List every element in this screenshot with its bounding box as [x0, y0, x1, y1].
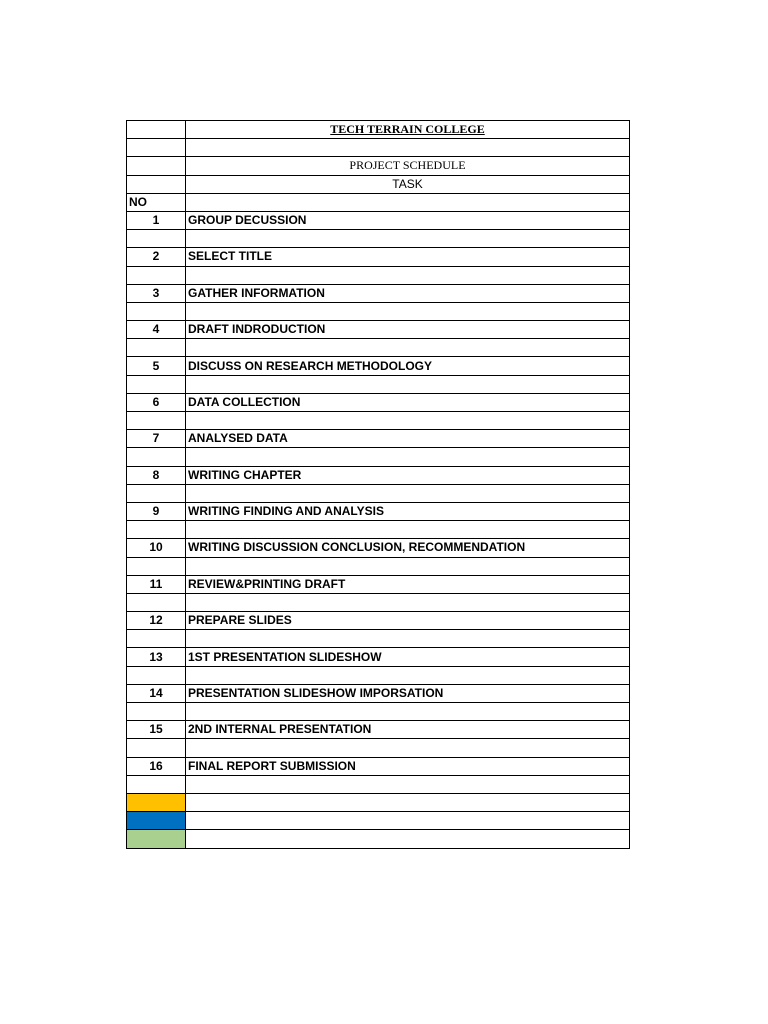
- legend-color-swatch: [127, 830, 186, 848]
- table-row: [127, 430, 630, 448]
- task-number: 4: [127, 321, 186, 339]
- task-name: PREPARE SLIDES: [186, 612, 630, 630]
- blank-row: [127, 630, 630, 648]
- task-number: 12: [127, 612, 186, 630]
- blank-row: [127, 775, 630, 793]
- task-number: 16: [127, 757, 186, 775]
- table-row: [127, 575, 630, 593]
- table-row: [127, 393, 630, 411]
- task-name: FINAL REPORT SUBMISSION: [186, 757, 630, 775]
- table-row: [127, 502, 630, 520]
- task-number: 9: [127, 502, 186, 520]
- table-row: [127, 211, 630, 229]
- task-name: GROUP DECUSSION: [186, 211, 630, 229]
- no-heading: NO: [127, 193, 186, 211]
- task-name: DATA COLLECTION: [186, 393, 630, 411]
- blank-row: [127, 557, 630, 575]
- task-number: 1: [127, 211, 186, 229]
- table-row: [127, 321, 630, 339]
- task-number: 6: [127, 393, 186, 411]
- blank-row: [127, 739, 630, 757]
- blank-row: [127, 302, 630, 320]
- blank-row: [127, 593, 630, 611]
- task-heading: TASK: [186, 175, 630, 193]
- task-name: WRITING DISCUSSION CONCLUSION, RECOMMENDATION: [186, 539, 630, 557]
- table-row: [127, 539, 630, 557]
- table-row: [127, 684, 630, 702]
- schedule-title: PROJECT SCHEDULE: [186, 157, 630, 175]
- blank-row: [127, 412, 630, 430]
- legend-color-swatch: [127, 793, 186, 811]
- task-name: ANALYSED DATA: [186, 430, 630, 448]
- task-number: 10: [127, 539, 186, 557]
- project-schedule-table: [126, 120, 630, 849]
- blank-row: [127, 230, 630, 248]
- legend-row: [127, 830, 630, 848]
- blank-row: [127, 703, 630, 721]
- table-row: [127, 466, 630, 484]
- task-number: 8: [127, 466, 186, 484]
- blank-row: [127, 521, 630, 539]
- task-name: 2ND INTERNAL PRESENTATION: [186, 721, 630, 739]
- legend-row: [127, 812, 630, 830]
- table-row: [127, 357, 630, 375]
- legend-row: [127, 793, 630, 811]
- college-title: TECH TERRAIN COLLEGE: [186, 121, 630, 139]
- task-name: WRITING CHAPTER: [186, 466, 630, 484]
- blank-row: [127, 484, 630, 502]
- task-number: 11: [127, 575, 186, 593]
- blank-row: [127, 375, 630, 393]
- task-name: GATHER INFORMATION: [186, 284, 630, 302]
- blank-row: [127, 139, 630, 157]
- blank-row: [127, 448, 630, 466]
- legend-label: [186, 793, 630, 811]
- blank-row: [127, 266, 630, 284]
- task-name: SELECT TITLE: [186, 248, 630, 266]
- legend-label: [186, 812, 630, 830]
- header-row-college: [127, 121, 630, 139]
- task-number: 14: [127, 684, 186, 702]
- task-name: DRAFT INDRODUCTION: [186, 321, 630, 339]
- header-row-no: [127, 193, 630, 211]
- task-name: DISCUSS ON RESEARCH METHODOLOGY: [186, 357, 630, 375]
- task-number: 5: [127, 357, 186, 375]
- table-row: [127, 757, 630, 775]
- legend-label: [186, 830, 630, 848]
- task-name: 1ST PRESENTATION SLIDESHOW: [186, 648, 630, 666]
- task-number: 3: [127, 284, 186, 302]
- table-row: [127, 248, 630, 266]
- header-row-schedule: [127, 157, 630, 175]
- blank-row: [127, 666, 630, 684]
- task-number: 13: [127, 648, 186, 666]
- table-row: [127, 648, 630, 666]
- table-row: [127, 284, 630, 302]
- table-row: [127, 721, 630, 739]
- task-number: 15: [127, 721, 186, 739]
- task-name: REVIEW&PRINTING DRAFT: [186, 575, 630, 593]
- task-number: 2: [127, 248, 186, 266]
- task-name: WRITING FINDING AND ANALYSIS: [186, 502, 630, 520]
- blank-row: [127, 339, 630, 357]
- task-name: PRESENTATION SLIDESHOW IMPORSATION: [186, 684, 630, 702]
- header-row-task: [127, 175, 630, 193]
- legend-color-swatch: [127, 812, 186, 830]
- table-row: [127, 612, 630, 630]
- header-no-cell: [127, 121, 186, 139]
- task-number: 7: [127, 430, 186, 448]
